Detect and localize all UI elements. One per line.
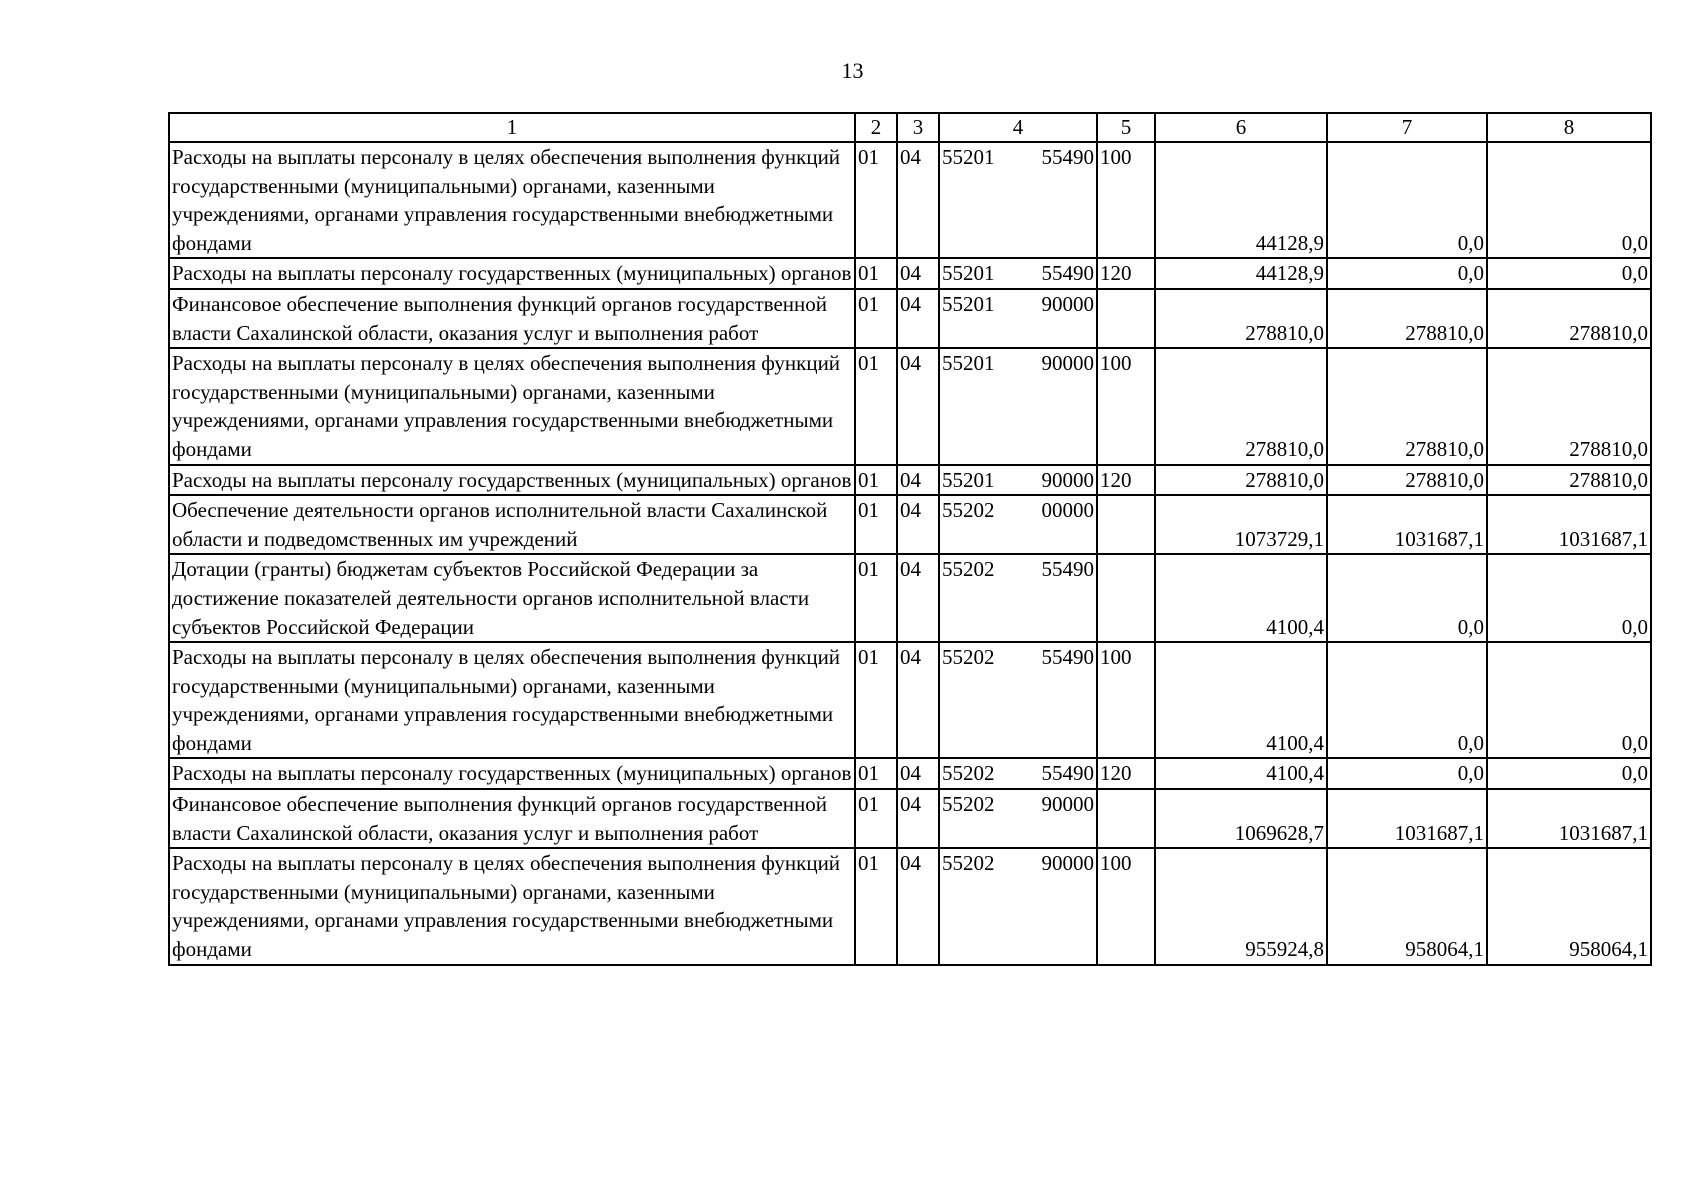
target-code-part1: 55202 bbox=[942, 851, 995, 876]
subsection-code-cell: 04 bbox=[897, 465, 939, 496]
target-code-part2: 00000 bbox=[1041, 498, 1094, 523]
target-code-cell bbox=[939, 258, 1097, 289]
amount-col8-cell: 278810,0 bbox=[1487, 289, 1651, 348]
row-name-cell: Дотации (гранты) бюджетам субъектов Российской Федерации за достижение показателей деятельности органов исполнительной власти субъектов Российской Федерации bbox=[169, 554, 855, 642]
amount-col6-cell: 44128,9 bbox=[1155, 142, 1327, 258]
target-code-cell bbox=[939, 554, 1097, 642]
row-name-cell: Расходы на выплаты персоналу государственных (муниципальных) органов bbox=[169, 258, 855, 289]
header-cell: 4 bbox=[939, 113, 1097, 142]
table-row bbox=[169, 258, 1651, 289]
header-cell: 5 bbox=[1097, 113, 1155, 142]
table-row bbox=[169, 495, 1651, 554]
row-name-cell: Расходы на выплаты персоналу государственных (муниципальных) органов bbox=[169, 465, 855, 496]
expense-type-cell bbox=[1097, 289, 1155, 348]
table-row bbox=[169, 142, 1651, 258]
target-code-cell bbox=[939, 465, 1097, 496]
target-code-part2: 90000 bbox=[1041, 851, 1094, 876]
amount-col8-cell: 0,0 bbox=[1487, 642, 1651, 758]
section-code-cell: 01 bbox=[855, 289, 897, 348]
expense-type-cell bbox=[1097, 789, 1155, 848]
expense-type-cell bbox=[1097, 554, 1155, 642]
target-code-part1: 55202 bbox=[942, 792, 995, 817]
amount-col8-cell: 278810,0 bbox=[1487, 465, 1651, 496]
amount-col7-cell: 1031687,1 bbox=[1327, 789, 1487, 848]
expense-type-cell: 100 bbox=[1097, 142, 1155, 258]
amount-col6-cell: 1073729,1 bbox=[1155, 495, 1327, 554]
page-number: 13 bbox=[841, 58, 864, 83]
expense-type-cell: 100 bbox=[1097, 848, 1155, 964]
amount-col7-cell: 0,0 bbox=[1327, 142, 1487, 258]
amount-col6-cell: 278810,0 bbox=[1155, 348, 1327, 464]
header-row bbox=[169, 113, 1651, 142]
target-code-cell bbox=[939, 142, 1097, 258]
amount-col7-cell: 0,0 bbox=[1327, 642, 1487, 758]
amount-col8-cell: 0,0 bbox=[1487, 142, 1651, 258]
amount-col7-cell: 0,0 bbox=[1327, 758, 1487, 789]
target-code-part2: 55490 bbox=[1041, 261, 1094, 286]
amount-col6-cell: 955924,8 bbox=[1155, 848, 1327, 964]
table-row bbox=[169, 465, 1651, 496]
subsection-code-cell: 04 bbox=[897, 142, 939, 258]
target-code-cell bbox=[939, 289, 1097, 348]
target-code-part2: 55490 bbox=[1041, 145, 1094, 169]
amount-col6-cell: 1069628,7 bbox=[1155, 789, 1327, 848]
subsection-code-cell: 04 bbox=[897, 848, 939, 964]
amount-col8-cell: 958064,1 bbox=[1487, 848, 1651, 964]
amount-col6-cell: 4100,4 bbox=[1155, 758, 1327, 789]
subsection-code-cell: 04 bbox=[897, 258, 939, 289]
target-code-part2: 90000 bbox=[1041, 351, 1094, 376]
target-code-part1: 55201 bbox=[942, 467, 995, 492]
target-code-part2: 55490 bbox=[1041, 645, 1094, 670]
target-code-part1: 55201 bbox=[942, 351, 995, 376]
section-code-cell: 01 bbox=[855, 258, 897, 289]
subsection-code-cell: 04 bbox=[897, 642, 939, 758]
amount-col7-cell: 0,0 bbox=[1327, 258, 1487, 289]
header-cell: 6 bbox=[1155, 113, 1327, 142]
header-cell: 8 bbox=[1487, 113, 1651, 142]
amount-col6-cell: 278810,0 bbox=[1155, 289, 1327, 348]
row-name-cell: Финансовое обеспечение выполнения функций органов государственной власти Сахалинской области, оказания услуг и выполнения работ bbox=[169, 289, 855, 348]
target-code-cell bbox=[939, 848, 1097, 964]
header-cell: 7 bbox=[1327, 113, 1487, 142]
amount-col8-cell: 0,0 bbox=[1487, 554, 1651, 642]
table-row bbox=[169, 642, 1651, 758]
amount-col6-cell: 44128,9 bbox=[1155, 258, 1327, 289]
target-code-part2: 90000 bbox=[1041, 467, 1094, 492]
expense-type-cell: 100 bbox=[1097, 348, 1155, 464]
target-code-cell bbox=[939, 495, 1097, 554]
row-name-cell: Расходы на выплаты персоналу в целях обеспечения выполнения функций государственными (муниципальными) органами, казенными учреждениями, органами управления государственными внебюджетными фондами bbox=[169, 348, 855, 464]
subsection-code-cell: 04 bbox=[897, 554, 939, 642]
amount-col8-cell: 0,0 bbox=[1487, 258, 1651, 289]
target-code-cell bbox=[939, 348, 1097, 464]
amount-col7-cell: 0,0 bbox=[1327, 554, 1487, 642]
amount-col8-cell: 0,0 bbox=[1487, 758, 1651, 789]
expense-type-cell: 120 bbox=[1097, 465, 1155, 496]
table-row bbox=[169, 758, 1651, 789]
row-name-cell: Расходы на выплаты персоналу в целях обеспечения выполнения функций государственными (муниципальными) органами, казенными учреждениями, органами управления государственными внебюджетными фондами bbox=[169, 642, 855, 758]
subsection-code-cell: 04 bbox=[897, 789, 939, 848]
row-name-cell: Расходы на выплаты персоналу в целях обеспечения выполнения функций государственными (муниципальными) органами, казенными учреждениями, органами управления государственными внебюджетными фондами bbox=[169, 142, 855, 258]
budget-table bbox=[168, 112, 1652, 966]
section-code-cell: 01 bbox=[855, 758, 897, 789]
target-code-part1: 55202 bbox=[942, 557, 995, 582]
table-row bbox=[169, 789, 1651, 848]
amount-col8-cell: 1031687,1 bbox=[1487, 789, 1651, 848]
target-code-part2: 55490 bbox=[1041, 557, 1094, 582]
table-row bbox=[169, 554, 1651, 642]
row-name-cell: Расходы на выплаты персоналу государственных (муниципальных) органов bbox=[169, 758, 855, 789]
target-code-cell bbox=[939, 789, 1097, 848]
target-code-part1: 55202 bbox=[942, 498, 995, 523]
amount-col6-cell: 4100,4 bbox=[1155, 554, 1327, 642]
header-cell: 3 bbox=[897, 113, 939, 142]
section-code-cell: 01 bbox=[855, 789, 897, 848]
target-code-part2: 55490 bbox=[1041, 761, 1094, 786]
expense-type-cell: 120 bbox=[1097, 258, 1155, 289]
subsection-code-cell: 04 bbox=[897, 495, 939, 554]
section-code-cell: 01 bbox=[855, 142, 897, 258]
amount-col7-cell: 278810,0 bbox=[1327, 348, 1487, 464]
row-name-cell: Финансовое обеспечение выполнения функций органов государственной власти Сахалинской области, оказания услуг и выполнения работ bbox=[169, 789, 855, 848]
amount-col6-cell: 4100,4 bbox=[1155, 642, 1327, 758]
expense-type-cell: 120 bbox=[1097, 758, 1155, 789]
section-code-cell: 01 bbox=[855, 848, 897, 964]
header-cell: 2 bbox=[855, 113, 897, 142]
section-code-cell: 01 bbox=[855, 554, 897, 642]
target-code-part1: 55202 bbox=[942, 645, 995, 670]
target-code-part2: 90000 bbox=[1041, 792, 1094, 817]
table-row bbox=[169, 348, 1651, 464]
expense-type-cell bbox=[1097, 495, 1155, 554]
subsection-code-cell: 04 bbox=[897, 289, 939, 348]
subsection-code-cell: 04 bbox=[897, 758, 939, 789]
expense-type-cell: 100 bbox=[1097, 642, 1155, 758]
target-code-part1: 55202 bbox=[942, 761, 995, 786]
header-cell: 1 bbox=[169, 113, 855, 142]
row-name-cell: Расходы на выплаты персоналу в целях обеспечения выполнения функций государственными (муниципальными) органами, казенными учреждениями, органами управления государственными внебюджетными фондами bbox=[169, 848, 855, 964]
section-code-cell: 01 bbox=[855, 642, 897, 758]
amount-col6-cell: 278810,0 bbox=[1155, 465, 1327, 496]
amount-col7-cell: 1031687,1 bbox=[1327, 495, 1487, 554]
target-code-part2: 90000 bbox=[1041, 291, 1094, 316]
subsection-code-cell: 04 bbox=[897, 348, 939, 464]
amount-col7-cell: 958064,1 bbox=[1327, 848, 1487, 964]
amount-col8-cell: 278810,0 bbox=[1487, 348, 1651, 464]
target-code-cell bbox=[939, 758, 1097, 789]
table-row bbox=[169, 289, 1651, 348]
amount-col7-cell: 278810,0 bbox=[1327, 465, 1487, 496]
target-code-part1: 55201 bbox=[942, 291, 995, 316]
section-code-cell: 01 bbox=[855, 348, 897, 464]
target-code-part1: 55201 bbox=[942, 145, 995, 169]
target-code-part1: 55201 bbox=[942, 261, 995, 286]
table-row bbox=[169, 848, 1651, 964]
row-name-cell: Обеспечение деятельности органов исполнительной власти Сахалинской области и подведомственных им учреждений bbox=[169, 495, 855, 554]
table-body bbox=[169, 142, 1651, 965]
amount-col7-cell: 278810,0 bbox=[1327, 289, 1487, 348]
section-code-cell: 01 bbox=[855, 495, 897, 554]
section-code-cell: 01 bbox=[855, 465, 897, 496]
amount-col8-cell: 1031687,1 bbox=[1487, 495, 1651, 554]
target-code-cell bbox=[939, 642, 1097, 758]
